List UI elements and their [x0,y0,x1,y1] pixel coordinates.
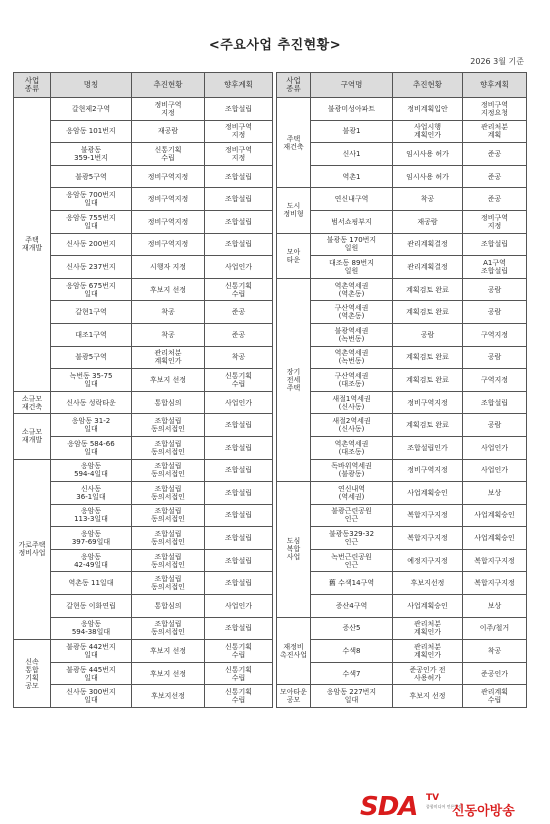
table-row [277,369,527,392]
project-name-cell: 불광역세권 (녹번동) [311,323,393,346]
business-type-cell: 재정비 촉진사업 [277,617,311,685]
project-name-cell: 새절1역세권 (신사동) [311,391,393,414]
status-cell: 조합설립 동의서접인 [132,527,205,550]
plan-cell: 신통기획 수립 [205,640,273,663]
project-name-cell: 응암동 594-4일대 [51,459,132,482]
table-row [14,595,273,618]
project-name-cell: 역촌역세권 (대조동) [311,436,393,459]
plan-cell: 복합지구지정 [463,572,527,595]
table-row [14,346,273,369]
project-name-cell: 응암동 397-69일대 [51,527,132,550]
plan-cell: 신통기획 수립 [205,278,273,301]
project-name-cell: 연신내역 (역세권) [311,482,393,505]
plan-cell: 조합설립 [205,482,273,505]
business-type-cell: 도심 복합 사업 [277,482,311,618]
plan-cell: 신통기획 수립 [205,662,273,685]
project-name-cell: 범서쇼핑부지 [311,210,393,233]
table-row [277,98,527,121]
project-name-cell: 응암동 101번지 [51,120,132,143]
project-name-cell: 역촌1 [311,165,393,188]
table-row [277,595,527,618]
project-name-cell: 수색8 [311,640,393,663]
project-name-cell: 불광동 442번지 일대 [51,640,132,663]
project-name-cell: 불광5구역 [51,165,132,188]
table-row [14,640,273,663]
plan-cell: 조합설립 [205,549,273,572]
status-cell: 조합설립인가 [393,436,463,459]
plan-cell: 조합설립 [205,436,273,459]
table-row [277,323,527,346]
table-row [277,278,527,301]
business-type-cell: 소규모 재건축 [14,391,51,414]
project-name-cell: 신사동 성락타운 [51,391,132,414]
plan-cell: 사업계획승인 [463,527,527,550]
sda-tv-logo [360,792,530,820]
status-cell: 정비구역 지정 [132,98,205,121]
status-cell: 통합심의 [132,391,205,414]
business-type-cell: 장기 전세 주택 [277,278,311,481]
table-row [14,459,273,482]
project-name-cell: 舊 수색14구역 [311,572,393,595]
status-cell: 계획검토 완료 [393,369,463,392]
project-name-cell: 구산역세권 (대조동) [311,369,393,392]
table-row [14,391,273,414]
table-row [277,459,527,482]
business-type-cell: 도시 정비형 [277,188,311,233]
project-name-cell: 녹번근린공원 인근 [311,549,393,572]
left-status-table [13,72,273,708]
status-cell: 정비구역지정 [393,391,463,414]
status-cell: 계획검토 완료 [393,278,463,301]
plan-cell: 준공 [205,301,273,324]
plan-cell: 준공인가 [463,662,527,685]
project-name-cell: 응암동 755번지 일대 [51,210,132,233]
project-name-cell: 녹번동 35-75 일대 [51,369,132,392]
plan-cell: 정비구역 지정 [205,143,273,166]
header-name: 구역명 [311,73,393,98]
status-cell: 신통기획 수립 [132,143,205,166]
table-row [14,482,273,505]
project-name-cell: 증산4구역 [311,595,393,618]
plan-cell: 관리처분 계획 [463,120,527,143]
project-name-cell: 불광동 445번지 일대 [51,662,132,685]
plan-cell: 조합설립 [205,210,273,233]
table-row [277,662,527,685]
project-name-cell: 신사동 237번지 [51,256,132,279]
status-cell: 후보지 선정 [132,369,205,392]
table-row [277,210,527,233]
header-plan: 향후계획 [205,73,273,98]
header-name: 명칭 [51,73,132,98]
table-row [14,210,273,233]
plan-cell: 조합설립 [205,165,273,188]
page-title: <주요사업 추진현황> [208,38,342,53]
status-cell: 착공 [132,301,205,324]
plan-cell: 정비구역 지정요청 [463,98,527,121]
project-name-cell: 갈현1구역 [51,301,132,324]
table-row [14,414,273,437]
project-name-cell: 역촌역세권 (녹번동) [311,346,393,369]
plan-cell: 조합설립 [205,188,273,211]
business-type-cell: 모아타운 공모 [277,685,311,708]
status-cell: 관리처분 계획인가 [132,346,205,369]
status-cell: 재공람 [132,120,205,143]
status-cell: 관리계획결정 [393,233,463,256]
logo-tv: TV [426,793,440,803]
status-cell: 정비구역지정 [132,233,205,256]
table-row [14,188,273,211]
status-cell: 시행자 지정 [132,256,205,279]
project-name-cell: 수색7 [311,662,393,685]
plan-cell: 공람 [463,301,527,324]
status-cell: 정비구역지정 [132,165,205,188]
status-cell: 복합지구지정 [393,504,463,527]
table-row [277,527,527,550]
plan-cell: 사업계획승인 [463,504,527,527]
project-name-cell: 구산역세권 (역촌동) [311,301,393,324]
project-name-cell: 역촌역세권 (역촌동) [311,278,393,301]
logo-brand: SDA [360,792,418,822]
plan-cell: 조합설립 [463,391,527,414]
project-name-cell: 응암동 584-66 일대 [51,436,132,459]
plan-cell: 조합설립 [205,617,273,640]
table-row [277,165,527,188]
table-row [14,278,273,301]
plan-cell: 복합지구지정 [463,549,527,572]
status-cell: 정비구역지정 [132,210,205,233]
status-cell: 공람 [393,323,463,346]
plan-cell: 사업인가 [205,391,273,414]
status-cell: 조합설립 동의서접인 [132,617,205,640]
plan-cell: 조합설립 [205,414,273,437]
table-row [277,549,527,572]
plan-cell: 착공 [463,640,527,663]
project-name-cell: 대조동 89번지 일원 [311,256,393,279]
table-row [277,301,527,324]
project-name-cell: 응암동 700번지 일대 [51,188,132,211]
table-row [277,391,527,414]
status-cell: 조합설립 동의서접인 [132,549,205,572]
project-name-cell: 응암동 675번지 일대 [51,278,132,301]
plan-cell: 사업인가 [205,595,273,618]
status-cell: 조합설립 동의서접인 [132,436,205,459]
table-row [277,640,527,663]
business-type-cell: 신속 통합 기획 공모 [14,640,51,708]
project-name-cell: 불광1 [311,120,393,143]
status-cell: 사업계획승인 [393,482,463,505]
project-name-cell: 갈현제2구역 [51,98,132,121]
table-row [14,527,273,550]
plan-cell: A1구역 조합설립 [463,256,527,279]
plan-cell: 사업인가 [463,459,527,482]
status-cell: 착공 [132,323,205,346]
status-cell: 관리계획결정 [393,256,463,279]
business-type-cell: 모아 타운 [277,233,311,278]
project-name-cell: 갈현동 이화연립 [51,595,132,618]
table-row [277,685,527,708]
plan-cell: 보상 [463,595,527,618]
status-cell: 관리처분 계획인가 [393,640,463,663]
table-row [14,233,273,256]
status-cell: 임시사용 허가 [393,165,463,188]
plan-cell: 사업인가 [205,256,273,279]
project-name-cell: 역촌동 11일대 [51,572,132,595]
project-name-cell: 신사동 36-1일대 [51,482,132,505]
header-status: 추진현황 [393,73,463,98]
status-cell: 조합설립 동의서접인 [132,572,205,595]
status-cell: 후보지 선정 [132,662,205,685]
table-row [277,572,527,595]
plan-cell: 정비구역 지정 [205,120,273,143]
table-row [277,414,527,437]
table-row [277,188,527,211]
project-name-cell: 불광동 170번지 일원 [311,233,393,256]
header-status: 추진현황 [132,73,205,98]
plan-cell: 착공 [205,346,273,369]
table-row [14,436,273,459]
plan-cell: 관리계획 수립 [463,685,527,708]
status-cell: 후보지 선정 [132,278,205,301]
status-cell: 후보지 선정 [393,685,463,708]
logo-name: 신동아방송 [452,804,515,819]
status-cell: 후보지 선정 [132,640,205,663]
plan-cell: 사업인가 [463,436,527,459]
status-cell: 계획검토 완료 [393,414,463,437]
header-plan: 향후계획 [463,73,527,98]
project-name-cell: 불광동329-32 인근 [311,527,393,550]
table-row [277,482,527,505]
project-name-cell: 신사1 [311,143,393,166]
status-cell: 정비계획입안 [393,98,463,121]
project-name-cell: 대조1구역 [51,323,132,346]
table-row [14,369,273,392]
status-cell: 준공인가 전 사용허가 [393,662,463,685]
table-row [277,120,527,143]
project-name-cell: 신사동 300번지 일대 [51,685,132,708]
business-type-cell: 주택 재건축 [277,98,311,188]
status-cell: 착공 [393,188,463,211]
business-type-cell: 소규모 재개발 [14,414,51,459]
project-name-cell: 신사동 200번지 [51,233,132,256]
basis-date: 2026 3월 기준 [470,57,524,66]
plan-cell: 준공 [463,188,527,211]
project-name-cell: 독바위역세권 (불광동) [311,459,393,482]
project-name-cell: 응암동 594-38일대 [51,617,132,640]
project-name-cell: 불광동 359-1번지 [51,143,132,166]
table-row [277,617,527,640]
table-row [277,504,527,527]
status-cell: 정비구역지정 [132,188,205,211]
header-type: 사업 종류 [277,73,311,98]
plan-cell: 신통기획 수립 [205,685,273,708]
plan-cell: 조합설립 [205,233,273,256]
status-cell: 조합설립 동의서접인 [132,459,205,482]
table-row [277,436,527,459]
table-row [14,549,273,572]
status-cell: 임시사용 허가 [393,143,463,166]
plan-cell: 조합설립 [205,572,273,595]
plan-cell: 구역지정 [463,323,527,346]
status-cell: 계획검토 완료 [393,301,463,324]
logo-tagline: 종합미디어 언론방송 [426,804,463,809]
plan-cell: 공람 [463,278,527,301]
status-cell: 복합지구지정 [393,527,463,550]
table-row [14,685,273,708]
project-name-cell: 응암동 42-49일대 [51,549,132,572]
status-cell: 예정지구지정 [393,549,463,572]
plan-cell: 조합설립 [205,504,273,527]
project-name-cell: 불광미성아파트 [311,98,393,121]
status-cell: 정비구역지정 [393,459,463,482]
table-row [277,233,527,256]
project-name-cell: 증산5 [311,617,393,640]
table-row [14,256,273,279]
plan-cell: 구역지정 [463,369,527,392]
table-row [277,256,527,279]
plan-cell: 공람 [463,414,527,437]
project-name-cell: 새절2역세권 (신사동) [311,414,393,437]
project-name-cell: 불광근린공원 인근 [311,504,393,527]
status-cell: 계획검토 완료 [393,346,463,369]
plan-cell: 이주/철거 [463,617,527,640]
project-name-cell: 응암동 113-3일대 [51,504,132,527]
status-cell: 통합심의 [132,595,205,618]
plan-cell: 공람 [463,346,527,369]
plan-cell: 신통기획 수립 [205,369,273,392]
status-cell: 후보지선정 [132,685,205,708]
status-cell: 사업시행 계획인가 [393,120,463,143]
status-cell: 사업계획승인 [393,595,463,618]
project-name-cell: 응암동 31-2 일대 [51,414,132,437]
status-cell: 관리처분 계획인가 [393,617,463,640]
table-row [14,323,273,346]
table-row [14,165,273,188]
table-row [14,143,273,166]
table-row [14,572,273,595]
table-row [14,504,273,527]
plan-cell: 조합설립 [205,459,273,482]
business-type-cell: 주택 재개발 [14,98,51,392]
table-row [14,120,273,143]
project-name-cell: 연신내구역 [311,188,393,211]
header-type: 사업 종류 [14,73,51,98]
plan-cell: 준공 [463,165,527,188]
table-row [14,617,273,640]
status-cell: 후보지선정 [393,572,463,595]
plan-cell: 조합설립 [463,233,527,256]
plan-cell: 준공 [205,323,273,346]
plan-cell: 조합설립 [205,98,273,121]
table-row [14,98,273,121]
status-cell: 재공람 [393,210,463,233]
table-row [277,143,527,166]
table-row [277,346,527,369]
table-row [14,662,273,685]
status-cell: 조합설립 동의서접인 [132,504,205,527]
status-cell: 조합설립 동의서접인 [132,414,205,437]
plan-cell: 조합설립 [205,527,273,550]
project-name-cell: 불광5구역 [51,346,132,369]
plan-cell: 보상 [463,482,527,505]
business-type-cell: 가로주택 정비사업 [14,459,51,640]
plan-cell: 준공 [463,143,527,166]
plan-cell: 정비구역 지정 [463,210,527,233]
table-row [14,301,273,324]
right-status-table [276,72,527,708]
project-name-cell: 응암동 227번지 일대 [311,685,393,708]
status-cell: 조합설립 동의서접인 [132,482,205,505]
